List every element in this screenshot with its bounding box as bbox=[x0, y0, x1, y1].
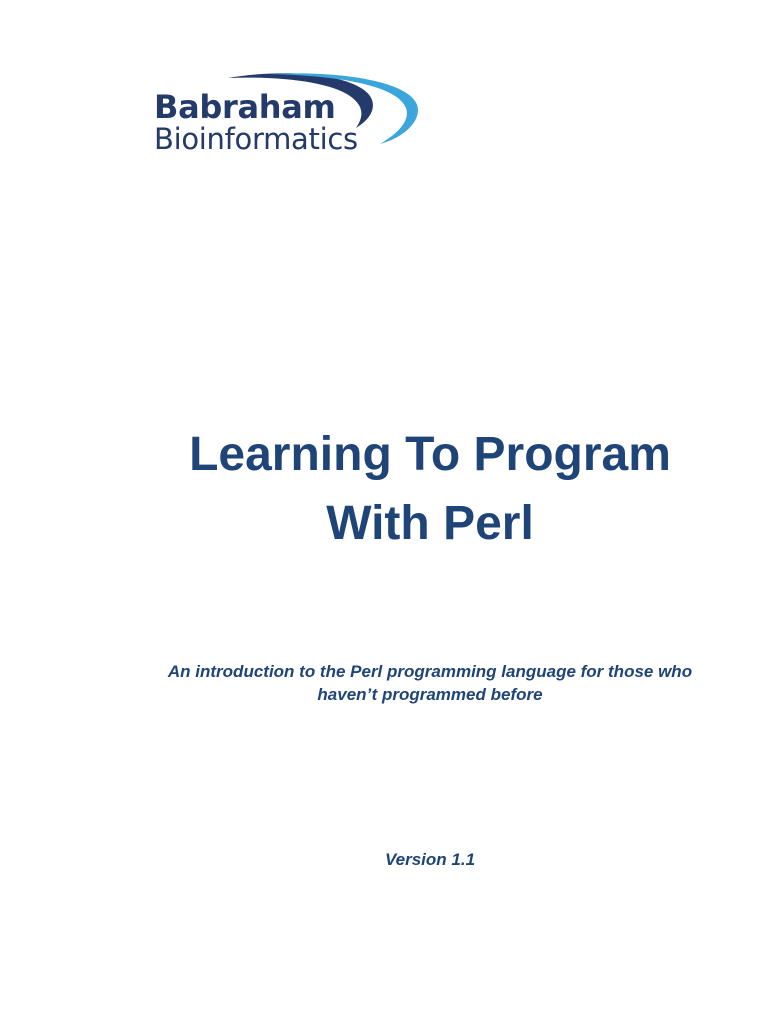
document-title-line-2: With Perl bbox=[326, 497, 534, 550]
document-title-line-1: Learning To Program bbox=[189, 428, 671, 481]
logo-text-babraham: Babraham bbox=[154, 88, 336, 126]
logo-text-bioinformatics: Bioinformatics bbox=[154, 122, 358, 156]
version-label: Version 1.1 bbox=[384, 850, 476, 869]
document-subtitle-line-1: An introduction to the Perl programming language for those who bbox=[167, 662, 693, 681]
document-subtitle-line-2: haven’t programmed before bbox=[317, 685, 543, 704]
babraham-bioinformatics-logo bbox=[150, 66, 430, 162]
